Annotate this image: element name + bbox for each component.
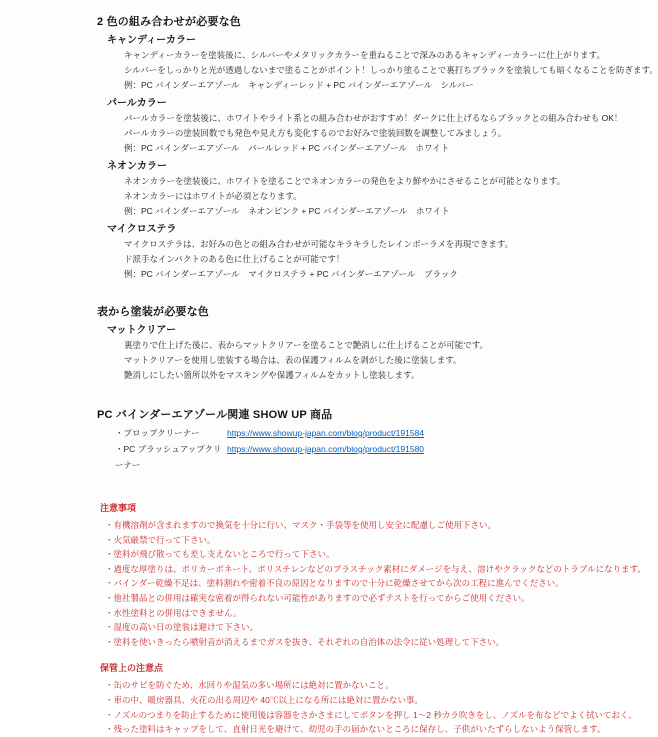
color-group-matt-clear (97, 323, 570, 383)
group-title: キャンディーカラー (107, 35, 196, 46)
product-row (115, 441, 570, 473)
product-label: ・PC ブラッシュアップクリーナー (115, 444, 222, 470)
cautions-heading: 注意事項 (100, 503, 137, 513)
group-text-line: 艶消しにしたい箇所以外をマスキングや保護フィルムをカットし塗装します。 (124, 370, 420, 380)
storage-item: ・車の中、暖房器具、火花の出る周辺や 40℃以上になる所には絶対に置かない事。 (105, 694, 423, 705)
caution-item: ・湿度の高い日の塗装は避けて下さい。 (105, 622, 259, 633)
group-title: パールカラー (107, 98, 167, 109)
section-two-color-combinations (97, 14, 658, 282)
group-example-line: 例：PC バインダーエアゾール ネオンピンク + PC バインダーエアゾール ホワイト (124, 206, 450, 216)
caution-item: ・火気厳禁で行って下さい。 (105, 534, 216, 545)
caution-item: ・バインダー乾燥不足は、塗料割れや密着不良の原因となりますので十分に乾燥させてから次の工程に進んでください。 (105, 578, 564, 589)
section-heading: 2 色の組み合わせが必要な色 (97, 16, 241, 28)
group-text-line: キャンディーカラーを塗装後に、シルバーやメタリックカラーを重ねることで深みのあるキャンディーカラーに仕上がります。 (124, 50, 605, 60)
color-group-neon (97, 159, 570, 219)
group-text-line: ネオンカラーを塗装後に、ホワイトを塗ることでネオンカラーの発色をより鮮やかにさせることが可能となります。 (124, 176, 566, 186)
group-example-line: 例：PC バインダーエアゾール キャンディーレッド + PC バインダーエアゾール シルバー (124, 80, 474, 90)
group-title: マイクロステラ (107, 224, 177, 235)
color-group-pearl (97, 96, 623, 156)
product-link[interactable]: https://www.showup-japan.com/blog/product/191580 (227, 444, 425, 454)
group-text-line: ネオンカラーにはホワイトが必須となります。 (124, 191, 302, 201)
section-heading: 表から塗装が必要な色 (97, 306, 209, 318)
section-storage-notes (97, 661, 637, 736)
caution-item: ・他社製品との併用は確実な密着が得られない可能性がありますので必ずテストを行ってからご使用ください。 (105, 592, 530, 603)
caution-item: ・過度な厚塗りは、ポリカーボネート、ポリスチレンなどのプラスチック素材にダメージを与え、溶けやクラックなどのトラブルになります。 (105, 563, 646, 574)
storage-item: ・残った塗料はキャップをして、直射日光を避けて、幼児の手の届かないところに保存し、子供がいたずらしないよう保管します。 (105, 724, 606, 735)
group-text-line: 裏塗りで仕上げた後に、表からマットクリアーを塗ることで艶消しに仕上げることが可能です。 (124, 340, 489, 350)
storage-item: ・ノズルのつまりを防止するために使用後は容器をさかさまにしてボタンを押し 1～2 秒カラ吹きをし、ノズルを布などでよく拭いておく。 (105, 709, 637, 720)
product-row (115, 425, 570, 441)
caution-item: ・水性塗料との併用はできません。 (105, 607, 242, 618)
caution-item: ・塗料を使いきったら噴射音が消えるまでガスを抜き、それぞれの自治体の法令に従い処理して下さい。 (105, 636, 505, 647)
group-text-line: パールカラーの塗装回数でも発色や見え方も変化するのでお好みで塗装回数を調整してみましょう。 (124, 128, 507, 138)
group-text-line: ド派手なインパクトのある色に仕上げることが可能です！ (124, 254, 345, 264)
section-heading: PC バインダーエアゾール関連 SHOW UP 商品 (97, 409, 333, 421)
group-title: ネオンカラー (107, 161, 167, 172)
product-label: ・プロップクリーナー (115, 428, 200, 438)
group-example-line: 例：PC バインダーエアゾール マイクロステラ + PC バインダーエアゾール ブラック (124, 269, 458, 279)
group-text-line: マイクロステラは、お好みの色との組み合わせが可能なキラキラしたレインボーラメを再現できます。 (124, 239, 514, 249)
product-list (97, 425, 570, 473)
group-text-line: パールカラーを塗装後に、ホワイトやライト系との組み合わせがおすすめ！ダークに仕上げるならブラックとの組み合わせも OK！ (124, 113, 623, 123)
storage-heading: 保管上の注意点 (100, 663, 164, 674)
color-group-microstella (97, 222, 570, 282)
caution-item: ・塗料が飛び散っても差し支えないところで行って下さい。 (105, 549, 335, 560)
group-title: マットクリアー (107, 325, 177, 336)
caution-item: ・有機溶剤が含まれますので換気を十分に行い、マスク・手袋等を使用し安全に配慮しご使用下さい。 (105, 520, 497, 530)
color-group-candy (97, 33, 658, 93)
group-text-line: マットクリアーを使用し塗装する場合は、表の保護フィルムを剥がした後に塗装します。 (124, 355, 462, 365)
group-text-line: シルバーをしっかりと光が透過しないまで塗ることがポイント！しっかり塗ることで裏打ちブラックを塗装しても暗くなることを防ぎます。 (124, 65, 658, 75)
group-example-line: 例：PC バインダーエアゾール パールレッド + PC バインダーエアゾール ホワイト (124, 143, 450, 153)
section-related-products (97, 407, 570, 473)
product-link[interactable]: https://www.showup-japan.com/blog/product/191584 (227, 428, 425, 438)
section-cautions (97, 501, 646, 649)
section-front-paint (97, 304, 570, 383)
storage-item: ・缶のサビを防ぐため、水回りや湿気の多い場所には絶対に置かないこと。 (105, 680, 394, 691)
